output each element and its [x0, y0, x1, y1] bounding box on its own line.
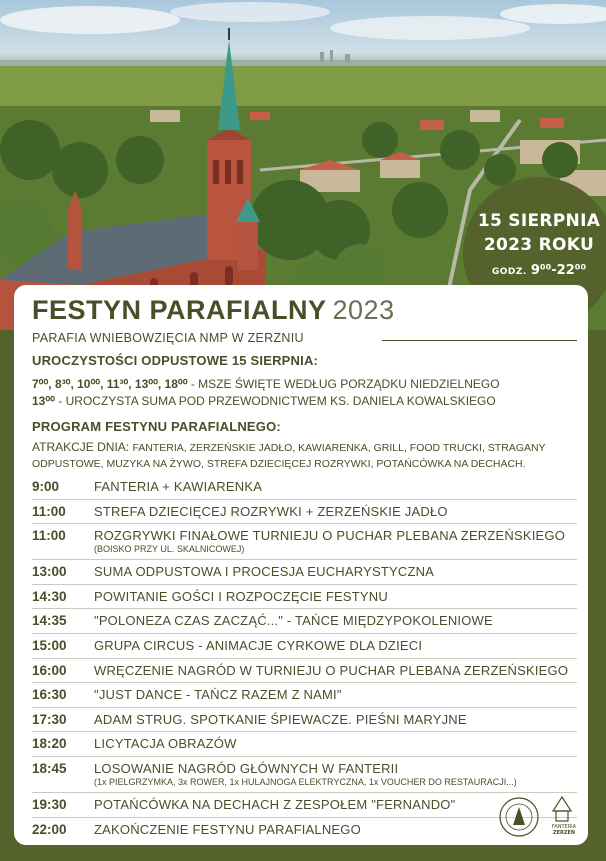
fanteria-logo-line2: ZERZEŃ: [552, 830, 576, 836]
schedule-divider: [32, 682, 577, 683]
schedule-time: 19:30: [32, 797, 67, 812]
program-heading: PROGRAM FESTYNU PARAFIALNEGO:: [32, 419, 281, 434]
schedule-divider: [32, 707, 577, 708]
schedule-time: 9:00: [32, 479, 60, 494]
schedule-divider: [32, 499, 577, 500]
schedule-description: ADAM STRUG. SPOTKANIE ŚPIEWACZE. PIEŚNI MARYJNE: [94, 711, 467, 727]
title-year: 2023: [332, 295, 395, 325]
schedule-divider: [32, 559, 577, 560]
schedule-description: POTAŃCÓWKA NA DECHACH Z ZESPOŁEM "FERNANDO": [94, 797, 456, 812]
schedule-description: ZAKOŃCZENIE FESTYNU PARAFIALNEGO: [94, 821, 361, 837]
badge-date-year: 2023 ROKU: [483, 235, 595, 255]
schedule-time: 16:30: [32, 687, 67, 703]
schedule-divider: [32, 792, 577, 793]
badge-hours-label: GODZ.: [491, 267, 527, 277]
mass-times-line: [32, 377, 500, 391]
schedule-description: POWITANIE GOŚCI I ROZPOCZĘCIE FESTYNU: [94, 588, 388, 604]
schedule-time: 17:30: [32, 711, 67, 727]
solemn-mass-desc: - UROCZYSTA SUMA POD PRZEWODNICTWEM KS. DANIELA KOWALSKIEGO: [54, 394, 496, 408]
badge-hours-value: 9⁰⁰-22⁰⁰: [530, 263, 587, 278]
schedule-description: FANTERIA + KAWIARENKA: [94, 479, 263, 494]
badge-hours: [463, 263, 606, 278]
parish-subtitle: PARAFIA WNIEBOWZIĘCIA NMP W ZERZNIU: [32, 331, 304, 345]
mass-times: 7⁰⁰, 8³⁰, 10⁰⁰, 11³⁰, 13⁰⁰, 18⁰⁰: [32, 377, 188, 391]
schedule-description: LICYTACJA OBRAZÓW: [94, 736, 237, 752]
fanteria-logo-line1: FANTERIA: [551, 824, 577, 830]
schedule-description: ROZGRYWKI FINAŁOWE TURNIEJU O PUCHAR PLEBANA ZERZEŃSKIEGO: [94, 528, 566, 544]
schedule-description: GRUPA CIRCUS - ANIMACJE CYRKOWE DLA DZIECI: [94, 638, 423, 653]
solemn-mass-line: [32, 394, 496, 408]
ceremonies-heading: UROCZYSTOŚCI ODPUSTOWE 15 SIERPNIA:: [32, 353, 319, 368]
schedule-time: 14:35: [32, 613, 67, 629]
mass-times-desc: - MSZE ŚWIĘTE WEDŁUG PORZĄDKU NIEDZIELNEGO: [187, 377, 500, 391]
schedule-time: 18:20: [32, 736, 67, 752]
page-title: [32, 295, 395, 326]
attractions-lead: ATRAKCJE DNIA:: [32, 440, 133, 454]
fanteria-logo-text: [544, 824, 584, 836]
schedule-description: LOSOWANIE NAGRÓD GŁÓWNYCH W FANTERII: [94, 761, 399, 776]
schedule-description: STREFA DZIECIĘCEJ ROZRYWKI + ZERZEŃSKIE JADŁO: [94, 503, 448, 519]
schedule-note: (1x PIELGRZYMKA, 3x ROWER, 1x HULAJNOGA ELEKTRYCZNA, 1x VOUCHER DO RESTAURACJI...): [94, 777, 517, 787]
schedule-divider: [32, 817, 577, 818]
schedule-description: "JUST DANCE - TAŃCZ RAZEM Z NAMI": [94, 687, 342, 703]
schedule-time: 11:00: [32, 528, 66, 544]
title-text: FESTYN PARAFIALNY: [32, 295, 327, 325]
schedule-time: 18:45: [32, 761, 67, 776]
schedule-time: 22:00: [32, 821, 67, 837]
schedule-divider: [32, 584, 577, 585]
schedule-note: (BOISKO PRZY UL. SKALNICOWEJ): [94, 544, 245, 555]
schedule-divider: [32, 633, 577, 634]
schedule-divider: [32, 658, 577, 659]
schedule-divider: [32, 608, 577, 609]
schedule-description: "POLONEZA CZAS ZACZĄĆ..." - TAŃCE MIĘDZYPOKOLENIOWE: [94, 613, 493, 629]
schedule-time: 16:00: [32, 662, 67, 678]
schedule-time: 14:30: [32, 588, 67, 604]
subtitle-divider: [382, 340, 577, 341]
badge-date-day: 15 SIERPNIA: [477, 211, 601, 231]
attractions-text: [32, 439, 577, 472]
schedule-divider: [32, 731, 577, 732]
schedule-divider: [32, 523, 577, 524]
attractions-list: FANTERIA, ZERZEŃSKIE JADŁO, KAWIARENKA, GRILL, FOOD TRUCKI, STRAGANY ODPUSTOWE, MUZYKA NA ŻYWO, STREFA DZIECIĘCEJ ROZRYWKI, POTAŃCÓWKA NA DECHACH.: [32, 442, 546, 470]
schedule-time: 13:00: [32, 564, 67, 580]
schedule-description: SUMA ODPUSTOWA I PROCESJA EUCHARYSTYCZNA: [94, 564, 435, 580]
schedule-divider: [32, 756, 577, 757]
schedule-description: WRĘCZENIE NAGRÓD W TURNIEJU O PUCHAR PLEBANA ZERZEŃSKIEGO: [94, 662, 569, 678]
schedule-time: 11:00: [32, 503, 66, 519]
schedule-time: 15:00: [32, 638, 67, 653]
solemn-mass-time: 13⁰⁰: [32, 394, 55, 408]
program-card: [14, 285, 588, 845]
